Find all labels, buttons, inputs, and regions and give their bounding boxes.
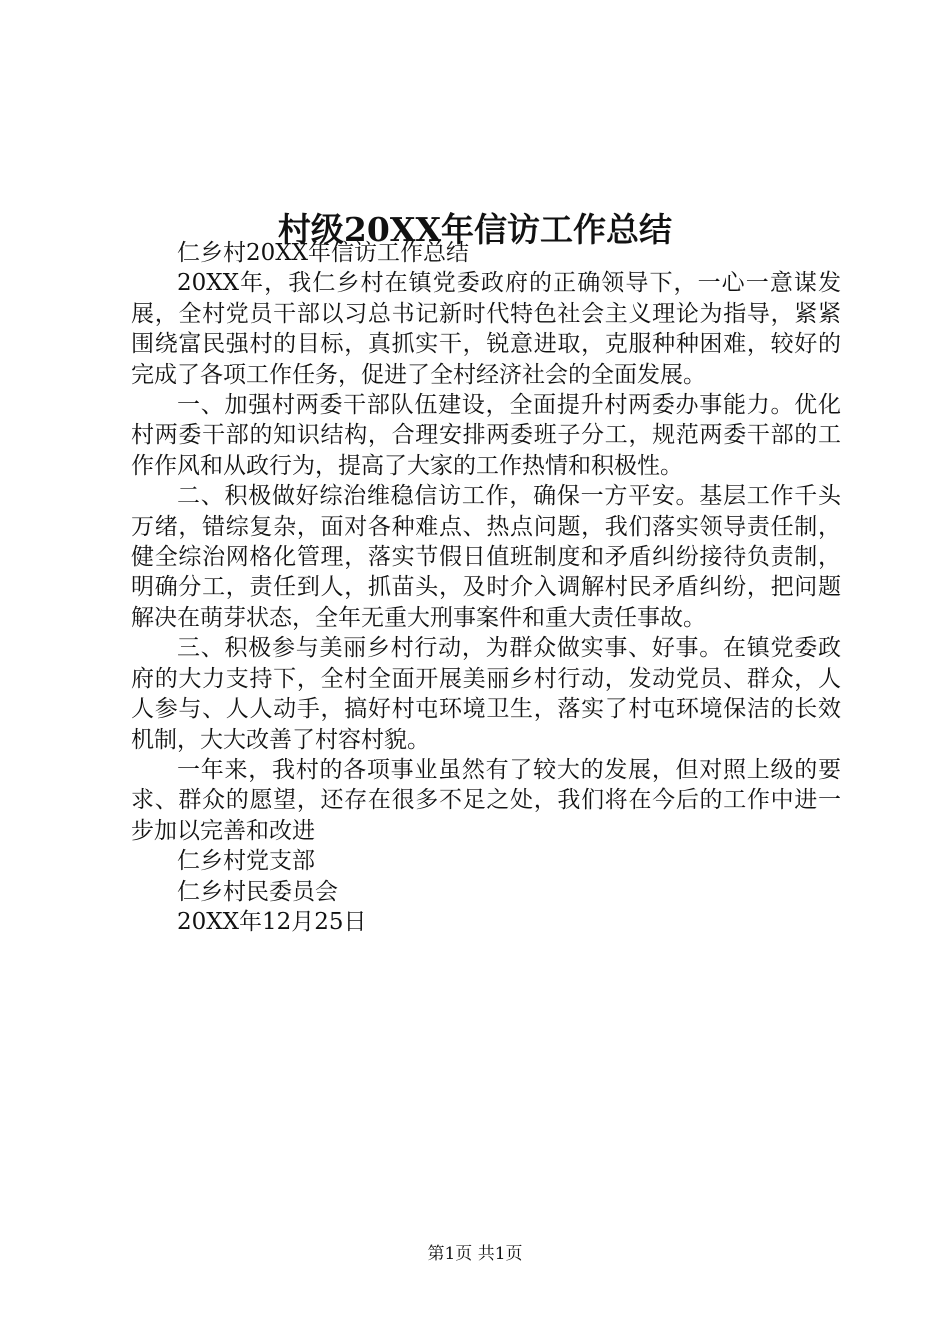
signature-party-branch: 仁乡村党支部	[177, 848, 315, 875]
paragraph-section-2: 二、积极做好综治维稳信访工作，确保一方平安。基层工作千头万绪，错综复杂，面对各种难点、热点问题，我们落实领导责任制，健全综治网格化管理，落实节假日值班制度和矛盾纠纷接待负责制，明确分工，责任到人，抓苗头，及时介入调解村民矛盾纠纷，把问题解决在萌芽状态，全年无重大刑事案件和重大责任事故。	[131, 483, 841, 631]
document-body	[131, 238, 841, 937]
paragraph-conclusion: 一年来，我村的各项事业虽然有了较大的发展，但对照上级的要求、群众的愿望，还存在很多不足之处，我们将在今后的工作中进一步加以完善和改进	[131, 756, 841, 844]
document-subtitle: 仁乡村20XX年信访工作总结	[177, 240, 470, 266]
paragraph-intro: 20XX年，我仁乡村在镇党委政府的正确领导下，一心一意谋发展，全村党员干部以习总书记新时代特色社会主义理论为指导，紧紧围绕富民强村的目标，真抓实干，锐意进取，克服种种困难，较好的完成了各项工作任务，促进了全村经济社会的全面发展。	[131, 270, 841, 388]
signature-date: 20XX年12月25日	[177, 908, 367, 935]
page-title: 村级20XX年信访工作总结	[277, 210, 673, 250]
paragraph-section-3: 三、积极参与美丽乡村行动，为群众做实事、好事。在镇党委政府的大力支持下，全村全面开展美丽乡村行动，发动党员、群众，人人参与、人人动手，搞好村屯环境卫生，落实了村屯环境保洁的长效机制，大大改善了村容村貌。	[131, 635, 841, 753]
page-footer: 第1页 共1页	[427, 1244, 523, 1264]
paragraph-section-1: 一、加强村两委干部队伍建设，全面提升村两委办事能力。优化村两委干部的知识结构，合理安排两委班子分工，规范两委干部的工作作风和从政行为，提高了大家的工作热情和积极性。	[131, 392, 841, 479]
signature-villagers-committee: 仁乡村民委员会	[177, 878, 338, 905]
